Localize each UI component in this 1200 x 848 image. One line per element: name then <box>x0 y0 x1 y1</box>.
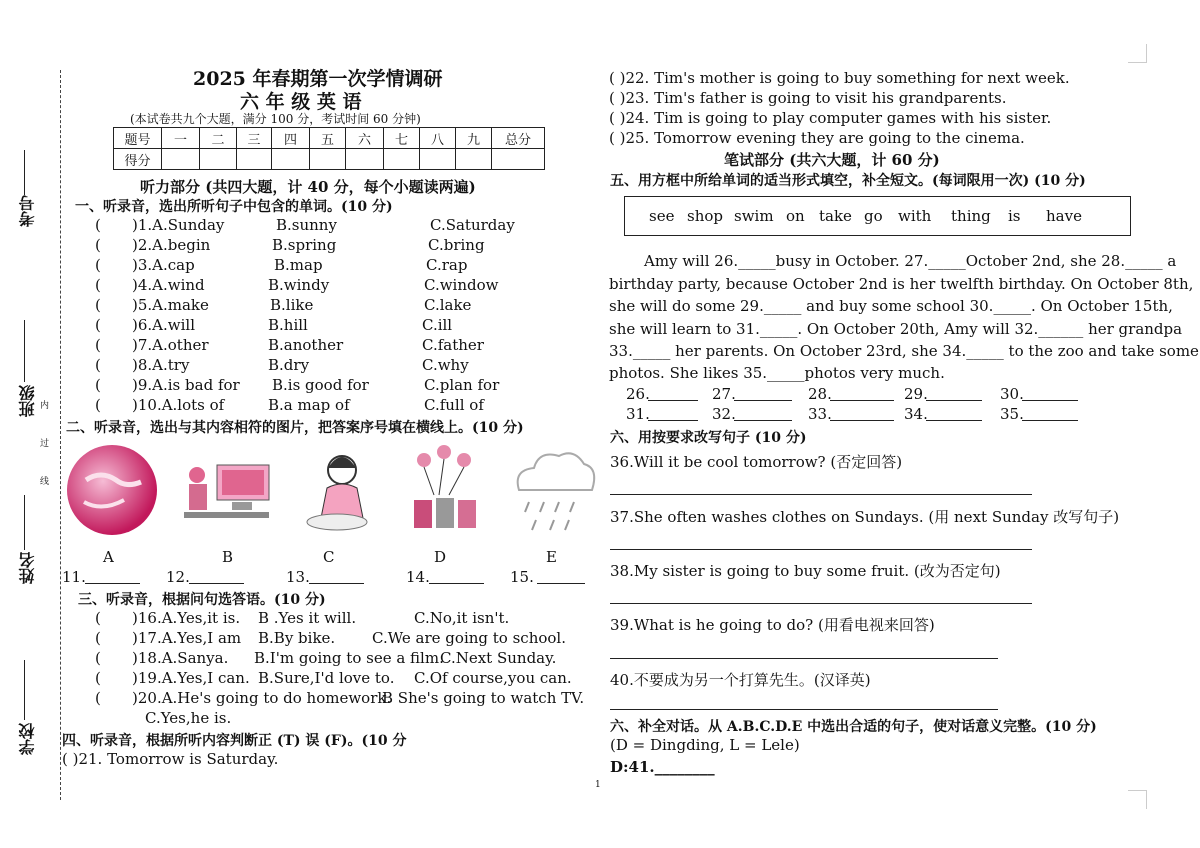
option-c: C.Of course,you can. <box>414 669 572 687</box>
answer-number: 33. <box>808 405 832 423</box>
answer-blank[interactable] <box>648 400 698 401</box>
answer-blank[interactable] <box>429 583 484 584</box>
cut-mark-3: 线 <box>40 477 50 487</box>
answer-number: 28. <box>808 385 832 403</box>
section1-title: 一、听录音，选出所听句子中包含的单词。(10 分) <box>75 199 393 215</box>
option-a: )10.A.lots of <box>132 396 225 414</box>
score-input[interactable] <box>310 149 346 170</box>
writing-heading: 笔试部分 (共六大题，计 60 分) <box>724 151 940 169</box>
score-cell: 八 <box>420 128 456 149</box>
option-c: C.Next Sunday. <box>440 649 557 667</box>
answer-paren: ( <box>95 629 101 647</box>
kaohao-label: 考号 <box>18 195 37 227</box>
score-cell: 三 <box>237 128 272 149</box>
section7-title: 六、补全对话。从 A.B.C.D.E 中选出合适的句子，使对话意义完整。(10 分) <box>610 719 1097 735</box>
score-input[interactable] <box>456 149 492 170</box>
option-c: C.ill <box>422 316 453 334</box>
passage-line: she will do some 29._____ and buy some school 30._____. On October 15th, <box>609 297 1173 315</box>
passage-line: she will learn to 31._____. On October 20th, Amy will 32.______ her grandpa <box>609 320 1183 338</box>
answer-paren: ( <box>95 296 101 314</box>
option-b: B.another <box>268 336 344 354</box>
answer-blank[interactable] <box>734 400 792 401</box>
answer-number: 14. <box>406 568 430 586</box>
answer-number: 13. <box>286 568 310 586</box>
answer-line[interactable] <box>610 494 1032 495</box>
answer-paren: ( <box>95 356 101 374</box>
option-b: B.like <box>270 296 314 314</box>
answer-number: 27. <box>712 385 736 403</box>
option-b: B She's going to watch TV. <box>382 689 585 707</box>
score-input[interactable] <box>200 149 237 170</box>
option-c: C.full of <box>424 396 484 414</box>
answer-line[interactable] <box>610 709 998 710</box>
rewrite-question: 37.She often washes clothes on Sundays. (用 next Sunday 改写句子) <box>610 508 1120 526</box>
answer-blank[interactable] <box>734 420 792 421</box>
answer-blank[interactable] <box>309 583 364 584</box>
word-bank-word: go <box>864 207 883 225</box>
xingming-label: 姓名 <box>18 552 37 584</box>
picture-d-children <box>394 440 494 540</box>
answer-number: 34. <box>904 405 928 423</box>
score-cell: 题号 <box>114 128 162 149</box>
judge-item: ( )21. Tomorrow is Saturday. <box>62 750 279 768</box>
answer-paren: ( <box>95 649 101 667</box>
score-input[interactable] <box>384 149 420 170</box>
answer-paren: ( <box>95 609 101 627</box>
option-a: )9.A.is bad for <box>132 376 240 394</box>
dialogue-note: (D = Dingding, L = Lele) <box>610 736 800 754</box>
answer-paren: ( <box>95 336 101 354</box>
score-input[interactable] <box>272 149 310 170</box>
option-a: )1.A.Sunday <box>132 216 225 234</box>
answer-paren: ( <box>95 376 101 394</box>
xingming-line <box>24 495 25 550</box>
passage-line: Amy will 26._____busy in October. 27._____October 2nd, she 28._____ a <box>644 252 1177 270</box>
answer-line[interactable] <box>610 658 998 659</box>
option-c: C.Yes,he is. <box>145 709 232 727</box>
answer-blank[interactable] <box>1022 420 1078 421</box>
word-bank-word: shop <box>687 207 723 225</box>
picture-c-girl <box>292 440 382 540</box>
picture-letter: B <box>222 548 234 566</box>
answer-blank[interactable] <box>926 400 982 401</box>
answer-blank[interactable] <box>537 583 585 584</box>
answer-paren: ( <box>95 396 101 414</box>
banji-label: 班级 <box>18 385 37 417</box>
rewrite-question: 40.不要成为另一个打算先生。(汉译英) <box>610 671 871 689</box>
banji-line <box>24 320 25 382</box>
option-c: C.why <box>422 356 469 374</box>
xuexiao-line <box>24 660 25 720</box>
judge-item: ( )23. Tim's father is going to visit his grandparents. <box>609 89 1007 107</box>
passage-line: birthday party, because October 2nd is her twelfth birthday. On October 8th, <box>609 275 1194 293</box>
rewrite-question: 36.Will it be cool tomorrow? (否定回答) <box>610 453 903 471</box>
option-c: C.lake <box>424 296 472 314</box>
answer-paren: ( <box>95 216 101 234</box>
option-a: )2.A.begin <box>132 236 211 254</box>
answer-number: 15. <box>510 568 534 586</box>
judge-item: ( )24. Tim is going to play computer games with his sister. <box>609 109 1052 127</box>
option-b: B .Yes it will. <box>258 609 357 627</box>
judge-item: ( )25. Tomorrow evening they are going to the cinema. <box>609 129 1025 147</box>
word-bank-word: with <box>898 207 932 225</box>
option-a: )6.A.will <box>132 316 195 334</box>
picture-b-computer <box>172 440 277 540</box>
answer-number: 11. <box>62 568 86 586</box>
option-a: )17.A.Yes,I am <box>132 629 242 647</box>
answer-paren: ( <box>95 689 101 707</box>
answer-number: 29. <box>904 385 928 403</box>
option-c: C.rap <box>426 256 468 274</box>
answer-number: 30. <box>1000 385 1024 403</box>
option-c: C.bring <box>428 236 485 254</box>
option-b: B.map <box>274 256 323 274</box>
answer-blank[interactable] <box>830 420 894 421</box>
option-b: B.windy <box>268 276 330 294</box>
option-a: )16.A.Yes,it is. <box>132 609 241 627</box>
option-c: C.We are going to school. <box>372 629 566 647</box>
section3-title: 三、听录音，根据问句选答语。(10 分) <box>78 592 326 608</box>
score-cell: 九 <box>456 128 492 149</box>
option-a: )3.A.cap <box>132 256 195 274</box>
option-a: )7.A.other <box>132 336 209 354</box>
cut-mark-2: 过 <box>40 439 50 449</box>
answer-blank[interactable] <box>189 583 244 584</box>
corner-mark <box>1128 790 1147 809</box>
score-cell: 四 <box>272 128 310 149</box>
option-c: C.Saturday <box>430 216 515 234</box>
score-input[interactable] <box>492 149 545 170</box>
word-bank-word: take <box>819 207 852 225</box>
option-b: B.Sure,I'd love to. <box>258 669 395 687</box>
passage-line: 33._____ her parents. On October 23rd, she 34._____ to the zoo and take some <box>609 342 1199 360</box>
option-b: B.dry <box>268 356 310 374</box>
word-bank-word: on <box>786 207 805 225</box>
picture-letter: D <box>434 548 447 566</box>
answer-blank[interactable] <box>648 420 698 421</box>
picture-a-planet <box>66 440 166 540</box>
rewrite-question: 39.What is he going to do? (用看电视来回答) <box>610 616 935 634</box>
option-c: C.window <box>424 276 499 294</box>
answer-line[interactable] <box>610 549 1032 550</box>
picture-letter: E <box>546 548 557 566</box>
option-b: B.hill <box>268 316 308 334</box>
option-b: B.I'm going to see a film. <box>254 649 444 667</box>
exam-subtitle: 六 年 级 英 语 <box>240 91 362 113</box>
option-b: B.spring <box>272 236 337 254</box>
judge-item: ( )22. Tim's mother is going to buy something for next week. <box>609 69 1070 87</box>
xuexiao-label: 学校 <box>18 723 37 755</box>
word-bank-word: is <box>1008 207 1021 225</box>
score-cell: 一 <box>162 128 200 149</box>
score-cell: 二 <box>200 128 237 149</box>
answer-number: 12. <box>166 568 190 586</box>
corner-mark <box>1128 44 1147 63</box>
cut-mark-1: 内 <box>40 401 50 411</box>
score-input[interactable] <box>162 149 200 170</box>
answer-paren: ( <box>95 256 101 274</box>
picture-letter: A <box>103 548 114 566</box>
kaohao-line <box>24 150 25 195</box>
answer-paren: ( <box>95 669 101 687</box>
score-cell: 总分 <box>492 128 545 149</box>
exam-title: 2025 年春期第一次学情调研 <box>193 68 443 90</box>
option-b: B.is good for <box>272 376 369 394</box>
answer-number: 32. <box>712 405 736 423</box>
dialogue-line-41: D:41.________ <box>610 758 715 776</box>
section6-title: 六、用按要求改写句子 (10 分) <box>610 430 807 446</box>
word-bank-word: see <box>649 207 675 225</box>
answer-line[interactable] <box>610 603 1032 604</box>
score-row-label: 得分 <box>114 149 162 170</box>
word-bank-word: swim <box>734 207 774 225</box>
score-cell: 五 <box>310 128 346 149</box>
answer-number: 26. <box>626 385 650 403</box>
page-number: 1 <box>595 780 601 790</box>
section2-title: 二、听录音，选出与其内容相符的图片，把答案序号填在横线上。(10 分) <box>66 420 524 436</box>
score-cell: 七 <box>384 128 420 149</box>
section5-title: 五、用方框中所给单词的适当形式填空，补全短文。(每词限用一次) (10 分) <box>610 173 1086 189</box>
word-bank-word: have <box>1046 207 1082 225</box>
score-table <box>113 127 545 170</box>
listening-heading: 听力部分 (共四大题，计 40 分，每个小题读两遍) <box>140 178 476 196</box>
score-input[interactable] <box>237 149 272 170</box>
rewrite-question: 38.My sister is going to buy some fruit. (改为否定句) <box>610 562 1001 580</box>
answer-blank[interactable] <box>1022 400 1078 401</box>
answer-blank[interactable] <box>830 400 894 401</box>
word-bank-box <box>624 196 1131 236</box>
answer-number: 31. <box>626 405 650 423</box>
picture-e-rain-cloud <box>504 440 599 540</box>
score-input[interactable] <box>420 149 456 170</box>
score-cell: 六 <box>346 128 384 149</box>
answer-paren: ( <box>95 316 101 334</box>
binding-strip <box>2 0 50 848</box>
answer-paren: ( <box>95 236 101 254</box>
option-c: C.plan for <box>424 376 500 394</box>
option-a: )4.A.wind <box>132 276 205 294</box>
section4-title: 四、听录音，根据所听内容判断正 (T) 误 (F)。(10 分 <box>62 733 407 749</box>
option-a: )18.A.Sanya. <box>132 649 229 667</box>
option-b: B.a map of <box>268 396 350 414</box>
option-a: )19.A.Yes,I can. <box>132 669 250 687</box>
answer-paren: ( <box>95 276 101 294</box>
word-bank-word: thing <box>951 207 991 225</box>
option-a: )20.A.He's going to do homework. <box>132 689 392 707</box>
answer-blank[interactable] <box>926 420 982 421</box>
answer-blank[interactable] <box>85 583 140 584</box>
option-b: B.sunny <box>276 216 337 234</box>
answer-number: 35. <box>1000 405 1024 423</box>
option-c: C.father <box>422 336 484 354</box>
option-a: )5.A.make <box>132 296 209 314</box>
option-c: C.No,it isn't. <box>414 609 510 627</box>
binding-dashed-line <box>60 70 61 800</box>
score-input[interactable] <box>346 149 384 170</box>
option-b: B.By bike. <box>258 629 336 647</box>
exam-note: (本试卷共九个大题，满分 100 分，考试时间 60 分钟) <box>130 112 421 126</box>
option-a: )8.A.try <box>132 356 190 374</box>
passage-line: photos. She likes 35._____photos very much. <box>609 364 945 382</box>
picture-letter: C <box>323 548 335 566</box>
